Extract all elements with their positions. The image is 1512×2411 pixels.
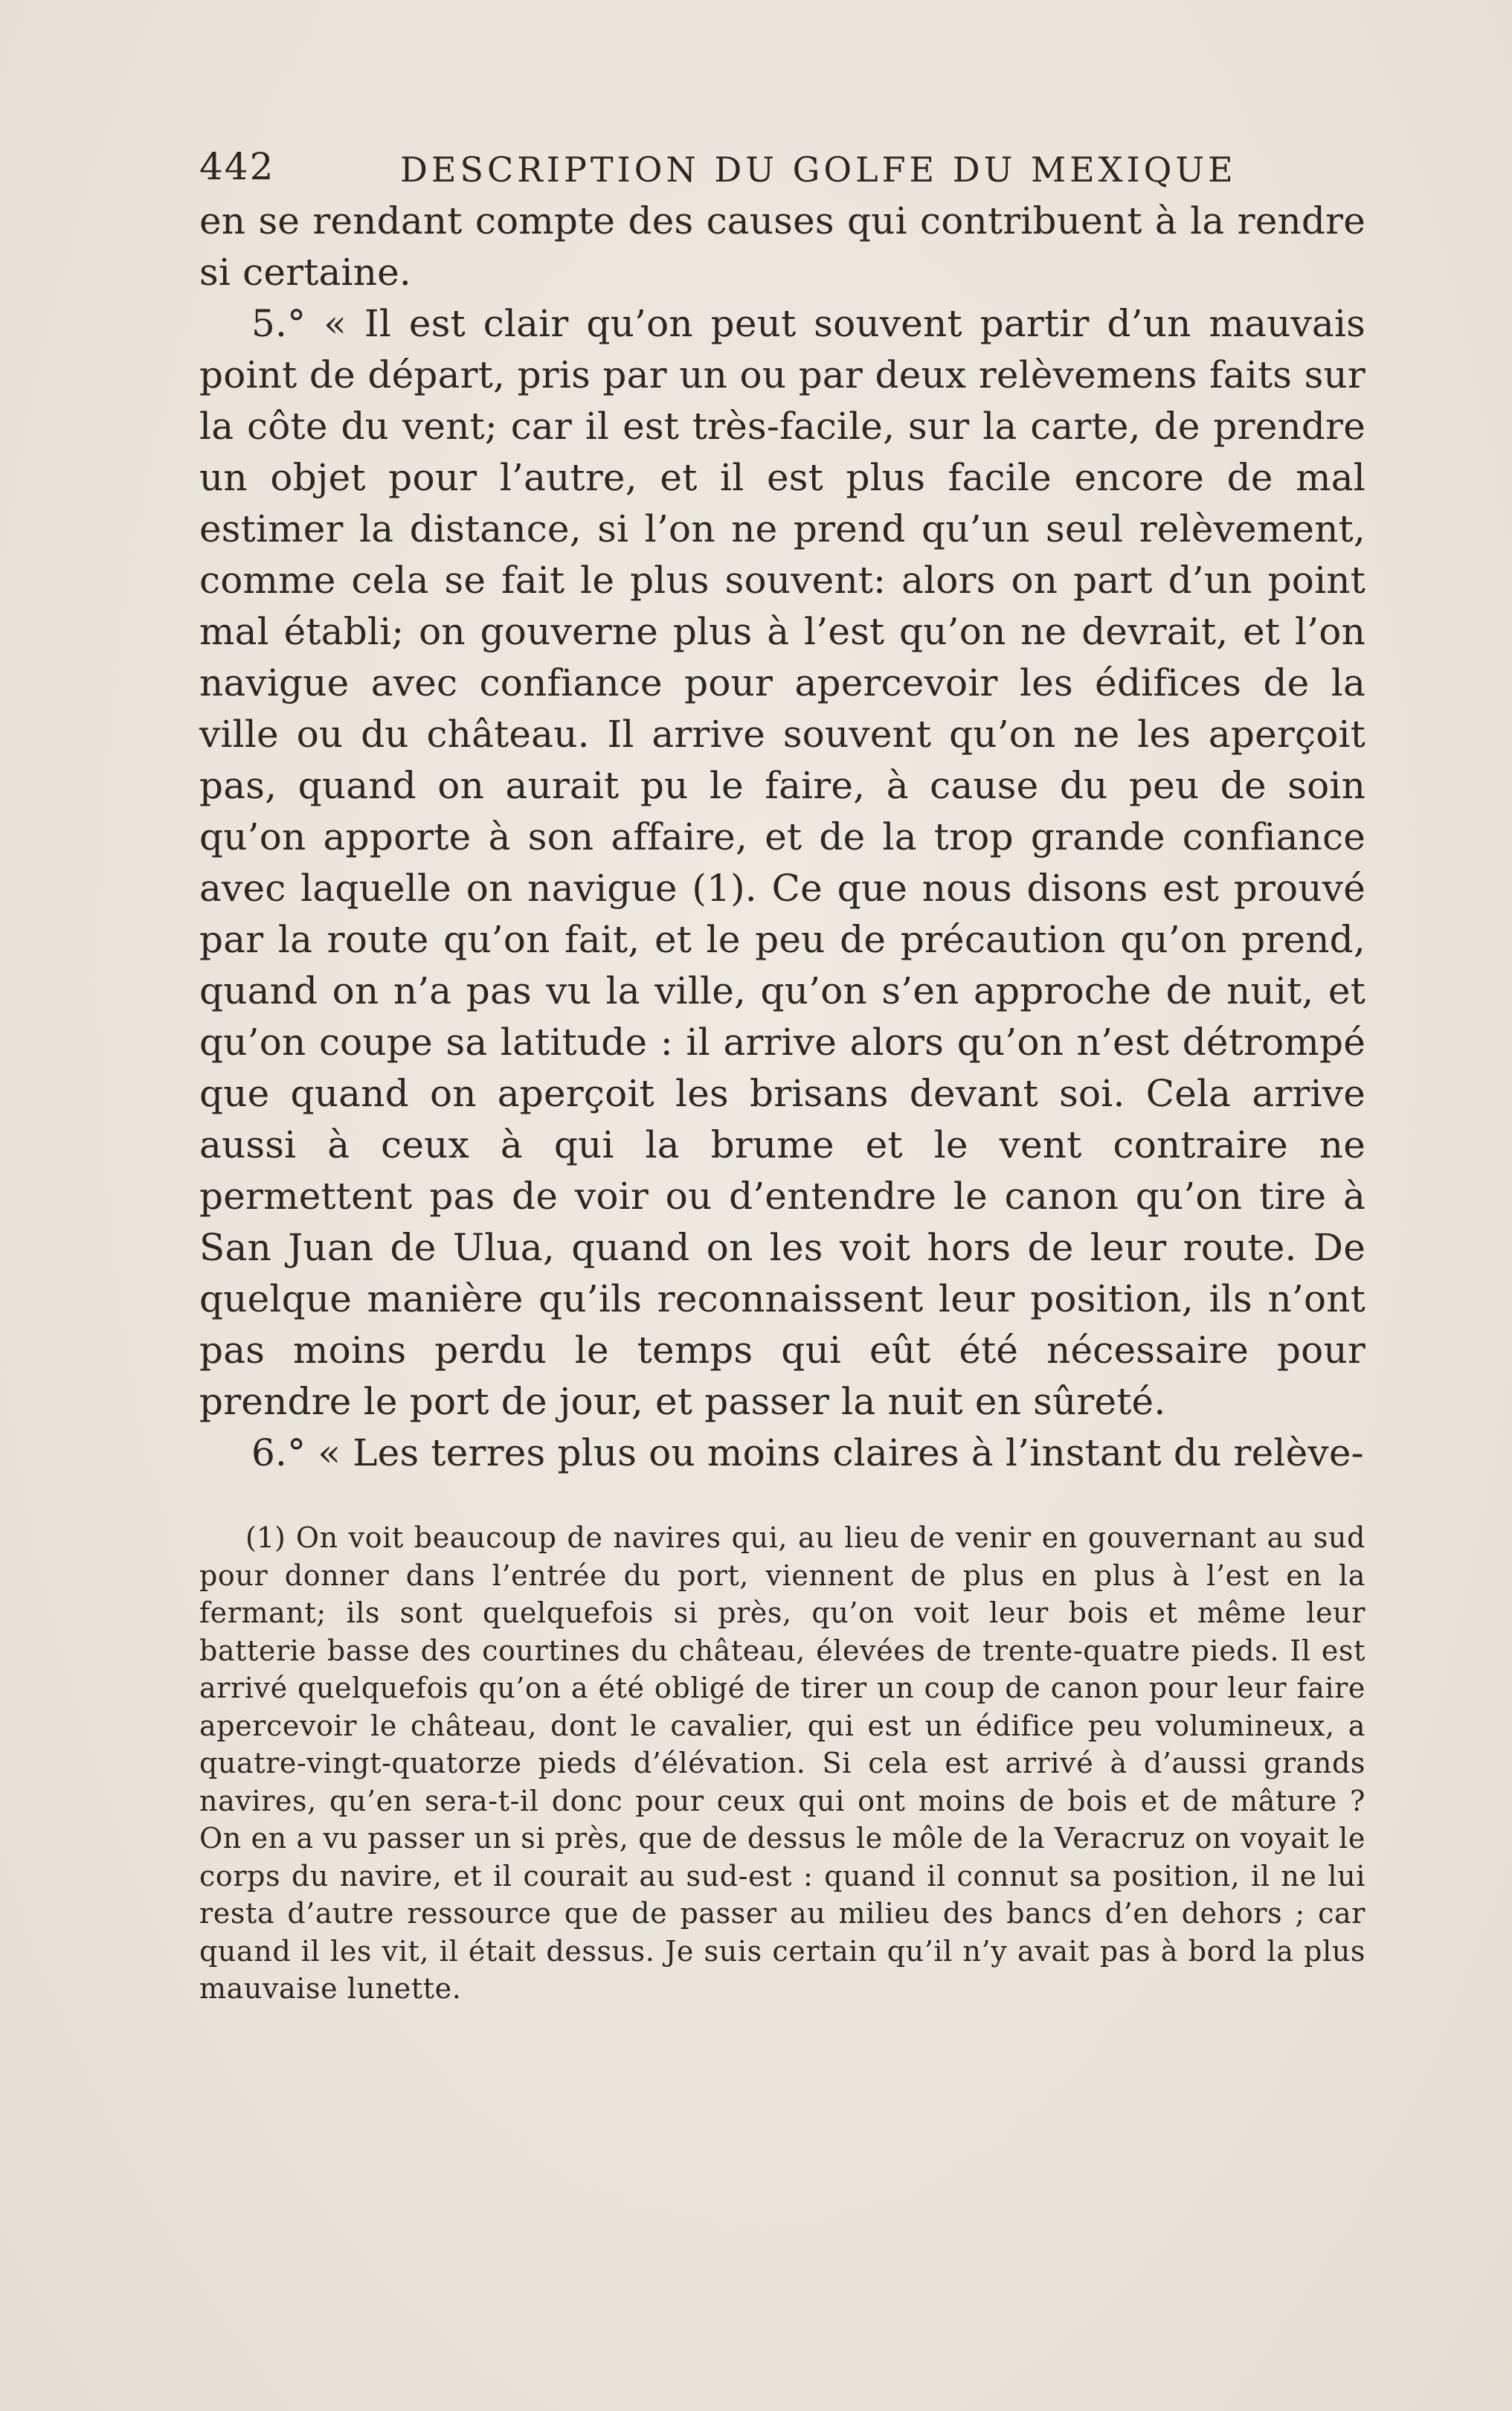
footnote-text: On voit beaucoup de navires qui, au lieu de venir en gouvernant au sud pour donner dans l’entrée du port, viennent de plus en plus à l’est en la fermant; ils sont quelquefois si près, qu’on voit leur bois et même leur batterie basse des courtines du château, élevées de trente-quatre pieds. Il est arrivé quelquefois qu’on a été obligé de tirer un coup de canon pour leur faire apercevoir le château, dont le cavalier, qui est un édifice peu volumineux, a quatre-vingt-quatorze pieds d’élévation. Si cela est arrivé à d’aussi grands navires, qu’en sera-t-il donc pour ceux qui ont moins de bois et de mâture ? On en a vu passer un si près, que de dessus le môle de la Veracruz on voyait le corps du navire, et il courait au sud-est : quand il connut sa position, il ne lui resta d’autre ressource que de passer au milieu des bancs d’en dehors ; car quand il les vit, il était dessus. Je suis certain qu’il n’y avait pas à bord la plus mauvaise lunette.: [199, 1521, 1365, 2005]
paragraph-point-5: 5.° « Il est clair qu’on peut souvent partir d’un mauvais point de départ, pris par un ou par deux relèvemens faits sur la côte du vent; car il est très-facile, sur la carte, de prendre un objet pour l’autre, et il est plus facile encore de mal estimer la distance, si l’on ne prend qu’un seul relèvement, comme cela se fait le plus souvent: alors on part d’un point mal établi; on gouverne plus à l’est qu’on ne devrait, et l’on navigue avec confiance pour apercevoir les édifices de la ville ou du château. Il arrive souvent qu’on ne les aperçoit pas, quand on aurait pu le faire, à cause du peu de soin qu’on apporte à son affaire, et de la trop grande confiance avec laquelle on navigue (1). Ce que nous disons est prouvé par la route qu’on fait, et le peu de précaution qu’on prend, quand on n’a pas vu la ville, qu’on s’en approche de nuit, et qu’on coupe sa latitude : il arrive alors qu’on n’est détrompé que quand on aperçoit les brisans devant soi. Cela arrive aussi à ceux à qui la brume et le vent contraire ne permettent pas de voir ou d’entendre le canon qu’on tire à San Juan de Ulua, quand on les voit hors de leur route. De quelque manière qu’ils reconnaissent leur position, ils n’ont pas moins perdu le temps qui eût été nécessaire pour prendre le port de jour, et passer la nuit en sûreté.: [199, 302, 1365, 1423]
page-header: [199, 145, 1371, 190]
paragraph-continuation: en se rendant compte des causes qui contribuent à la rendre si certaine.: [199, 199, 1365, 294]
running-title: DESCRIPTION DU GOLFE DU MEXIQUE: [400, 150, 1237, 190]
page-number: 442: [199, 145, 275, 188]
footnote-marker: (1): [245, 1521, 286, 1554]
main-text: [199, 196, 1365, 1479]
footnote: [199, 1519, 1365, 2008]
paragraph-point-6: 6.° « Les terres plus ou moins claires à l’instant du relève-: [251, 1431, 1364, 1474]
